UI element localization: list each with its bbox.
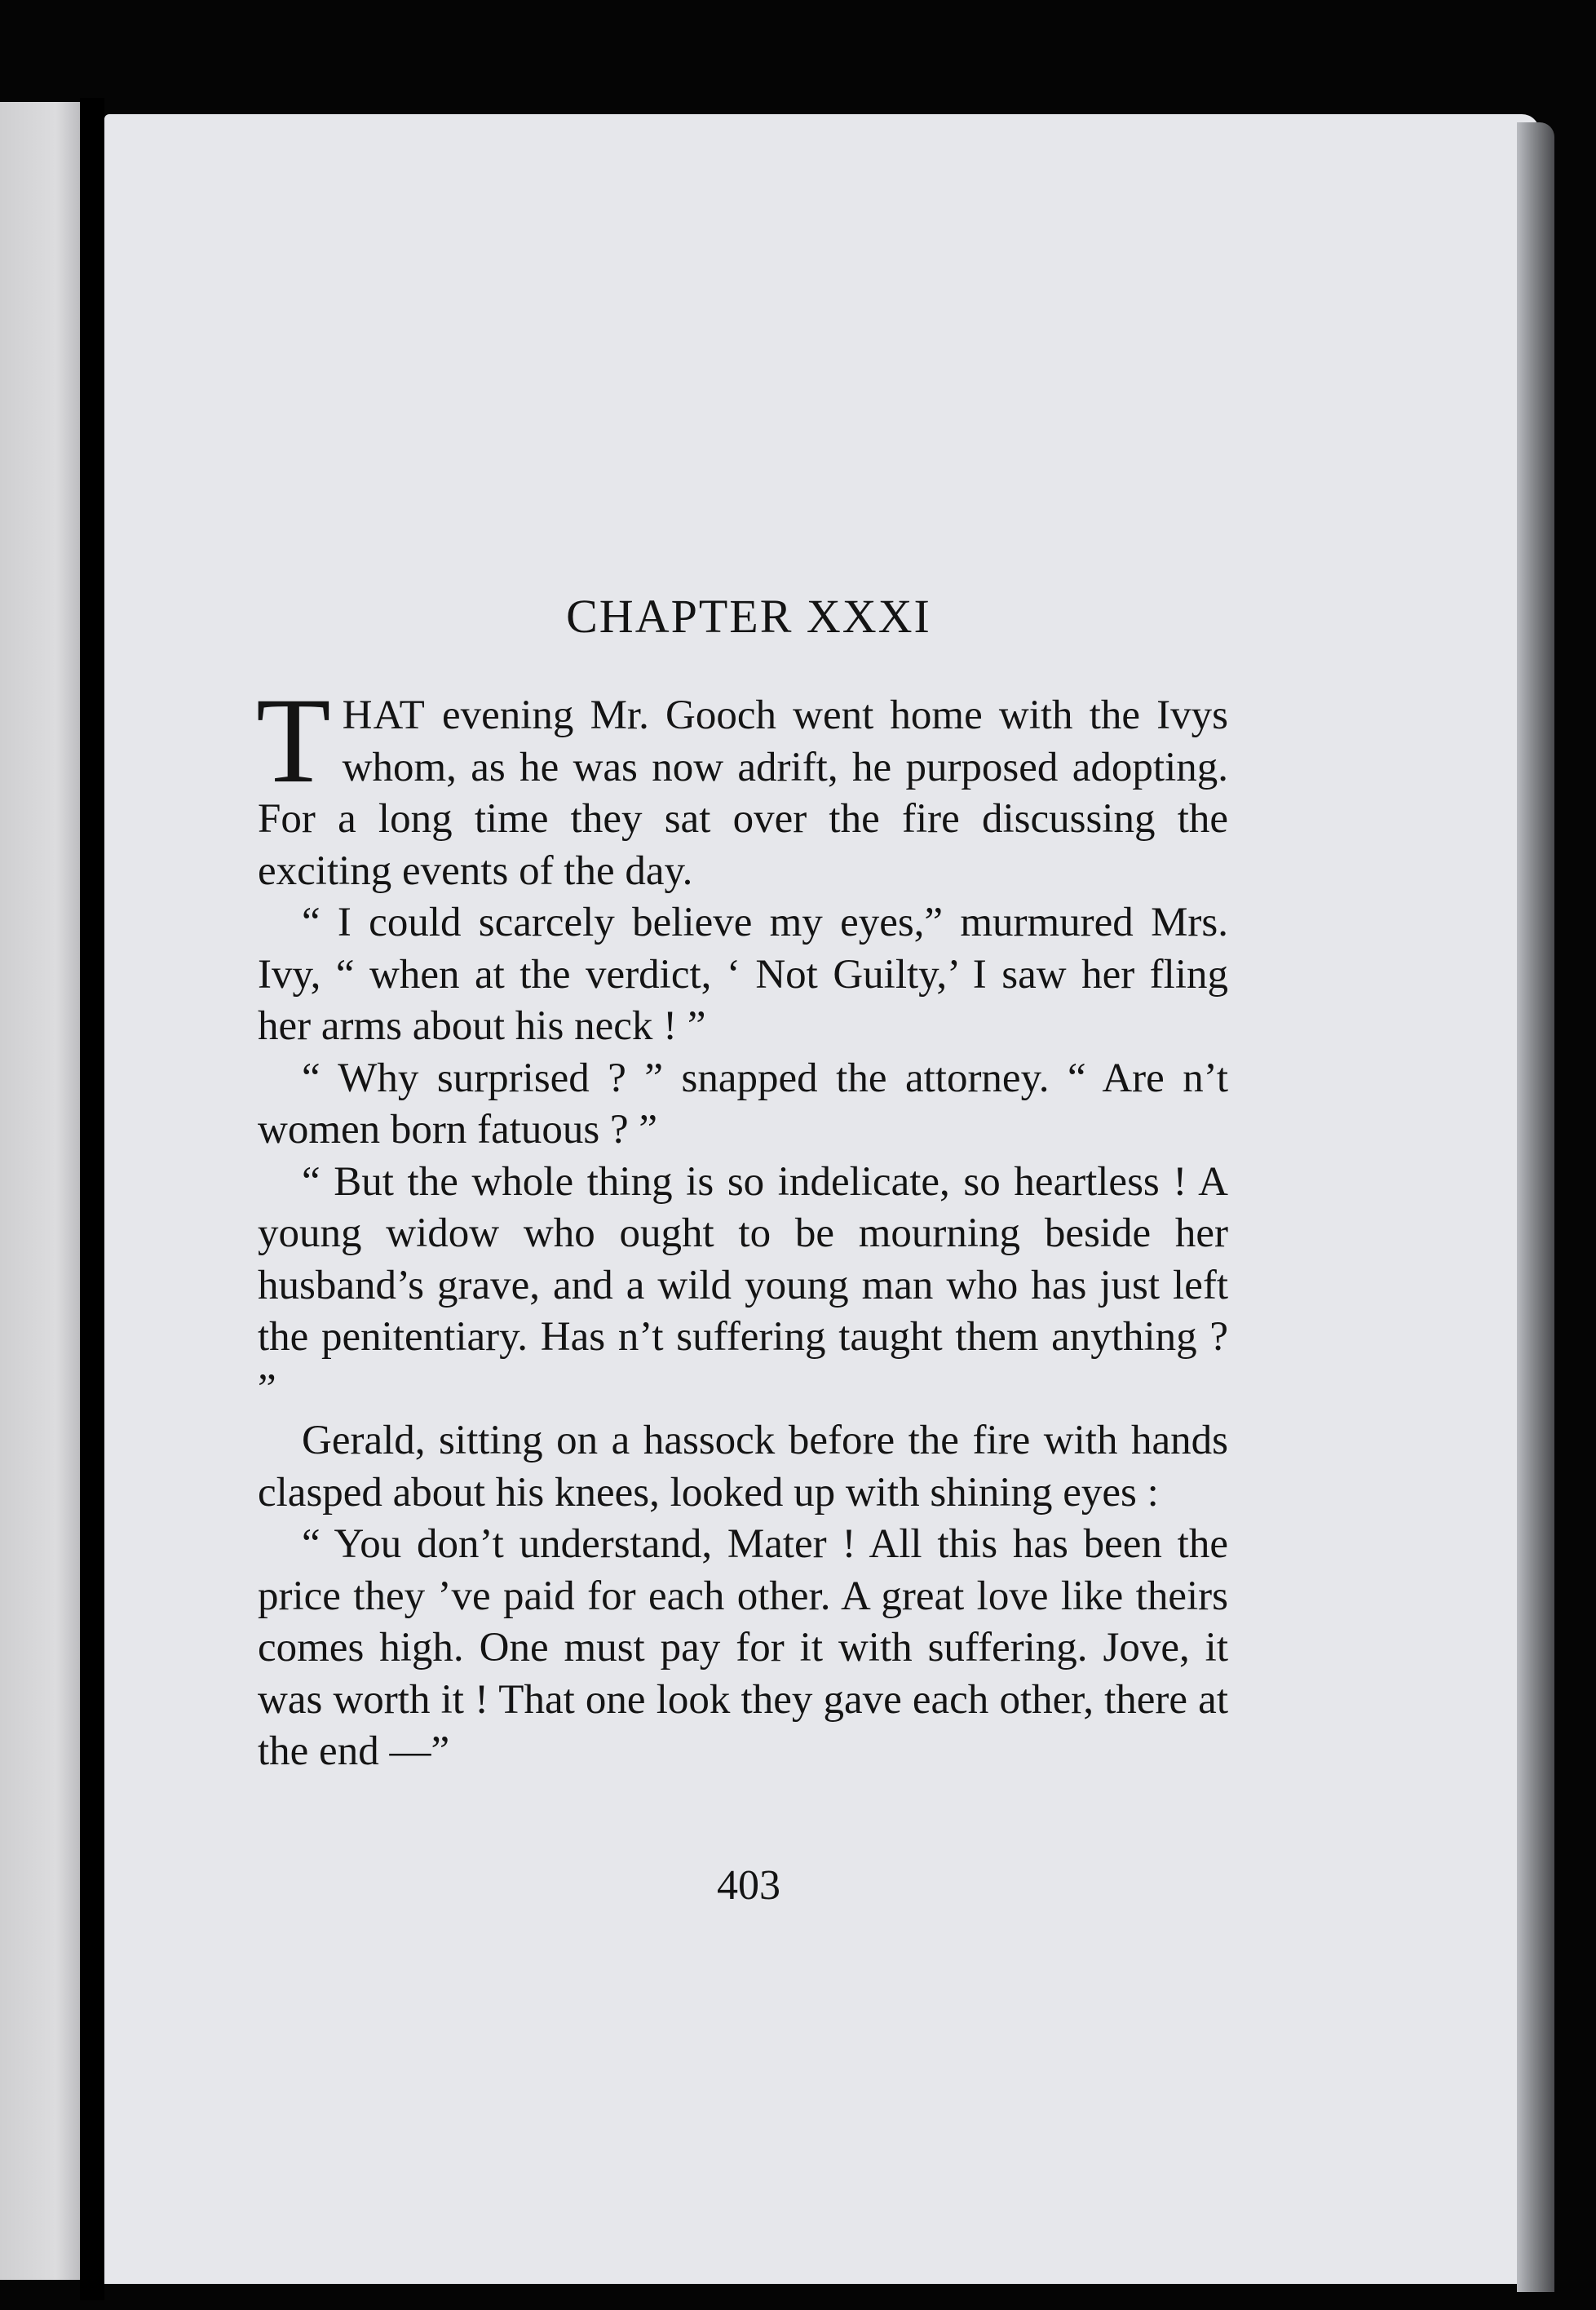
- paragraph-4: “ But the whole thing is so indelicate, so heartless ! A young widow who ought to be mourning beside her husband’s grave, and a wild young man who has just left the penitentiary. Has n’t suffering taught them anything ? ”: [258, 1158, 1228, 1412]
- body-text: [256, 673, 1228, 1778]
- paragraph-text: evening Mr. Gooch went home with the Ivys whom, as he was now adrift, he purposed adopting. For a long time they sat over the fire discussing the exciting events of the day.: [258, 693, 1228, 894]
- chapter-title: CHAPTER XXXI: [566, 590, 931, 643]
- drop-cap: T: [256, 673, 331, 808]
- page-number: 403: [717, 1862, 780, 1909]
- drop-cap-continuation: HAT: [342, 693, 426, 738]
- book-gutter: [80, 98, 104, 2300]
- facing-page-edge: [0, 102, 80, 2280]
- paragraph-5: Gerald, sitting on a hassock before the fire with hands clasped about his knees, looked up with shining eyes :: [258, 1418, 1228, 1516]
- paragraph-1: [256, 673, 1228, 897]
- paragraph-2: “ I could scarcely believe my eyes,” murmured Mrs. Ivy, “ when at the verdict, ‘ Not Guilty,’ I saw her fling her arms about his neck ! ”: [258, 900, 1228, 1049]
- paragraph-6: “ You don’t understand, Mater ! All this has been the price they ’ve paid for each other. A great love like theirs comes high. One must pay for it with suffering. Jove, it was worth it ! That one look they gave each other, there at the end —”: [258, 1521, 1228, 1774]
- paragraph-3: “ Why surprised ? ” snapped the attorney. “ Are n’t women born fatuous ? ”: [258, 1055, 1228, 1153]
- page-fore-edge: [1517, 122, 1554, 2292]
